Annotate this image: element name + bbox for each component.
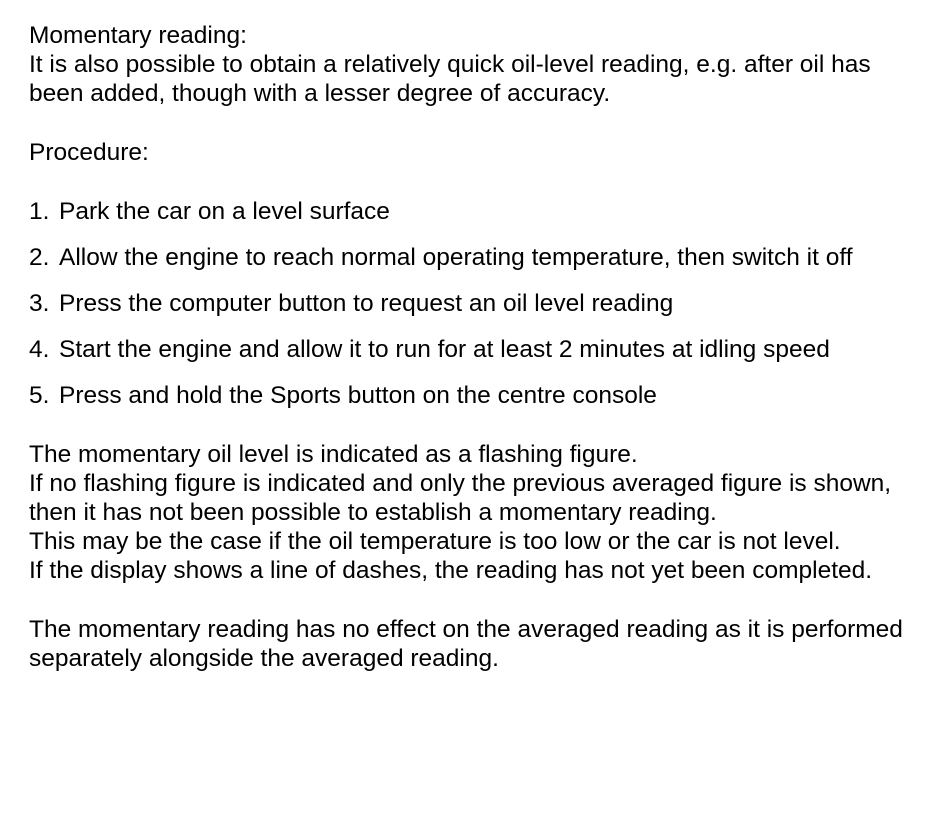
step-text: Allow the engine to reach normal operating temperature, then switch it off <box>59 244 853 271</box>
step-text: Press the computer button to request an oil level reading <box>59 290 674 317</box>
list-item-step-3 <box>29 289 924 318</box>
document-body <box>29 21 924 673</box>
step-text: Park the car on a level surface <box>59 198 390 225</box>
spacer <box>29 108 924 138</box>
list-item-step-2 <box>29 243 924 272</box>
step-number: 4. <box>29 336 50 363</box>
step-number: 5. <box>29 382 50 409</box>
spacer <box>29 167 924 197</box>
spacer <box>29 410 924 440</box>
spacer <box>29 585 924 615</box>
step-text: Start the engine and allow it to run for at least 2 minutes at idling speed <box>59 336 830 363</box>
result-paragraph <box>29 440 924 585</box>
section-heading-procedure: Procedure: <box>29 139 149 166</box>
list-item-step-5 <box>29 381 924 410</box>
intro-paragraph: It is also possible to obtain a relatively quick oil-level reading, e.g. after oil has been added, though with a lesser degree of accuracy. <box>29 51 871 107</box>
note-paragraph: The momentary reading has no effect on the averaged reading as it is performed separately alongside the averaged reading. <box>29 616 903 672</box>
step-text: Press and hold the Sports button on the centre console <box>59 382 657 409</box>
result-line-flashing-figure: The momentary oil level is indicated as a flashing figure. <box>29 441 638 468</box>
step-number: 3. <box>29 290 50 317</box>
result-line-oil-temperature: This may be the case if the oil temperature is too low or the car is not level. <box>29 528 841 555</box>
result-line-no-flashing-figure: If no flashing figure is indicated and only the previous averaged figure is shown, then it has not been possible to establish a momentary reading. <box>29 470 892 526</box>
step-number: 2. <box>29 244 50 271</box>
list-item-step-1 <box>29 197 924 226</box>
step-number: 1. <box>29 198 50 225</box>
procedure-steps-list <box>29 197 924 410</box>
list-item-step-4 <box>29 335 924 364</box>
result-line-dashes: If the display shows a line of dashes, the reading has not yet been completed. <box>29 557 873 584</box>
section-heading-momentary-reading: Momentary reading: <box>29 22 247 49</box>
